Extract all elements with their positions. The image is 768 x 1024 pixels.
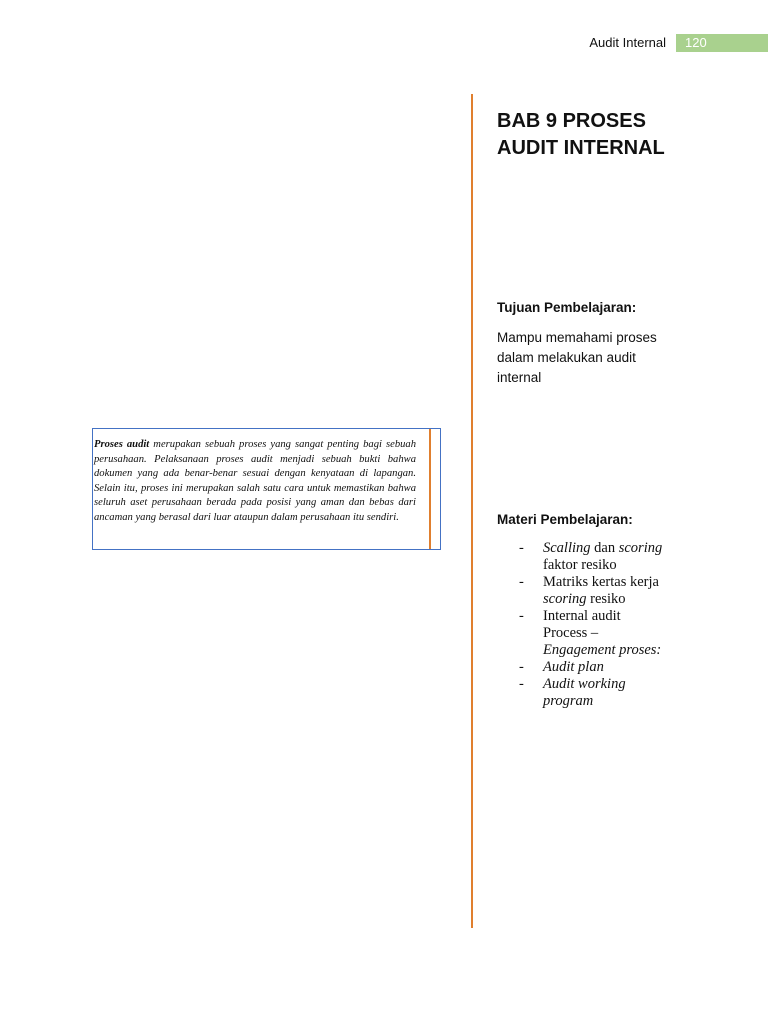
item-text: Audit plan	[543, 659, 604, 675]
objectives-line: dalam melakukan audit	[497, 350, 636, 365]
item-text: faktor resiko	[543, 557, 617, 573]
callout-accent-bar	[429, 429, 431, 549]
list-dash: -	[519, 574, 524, 590]
item-text: Engagement proses:	[543, 642, 662, 658]
item-text: Internal audit	[543, 608, 621, 624]
objectives-text	[497, 328, 697, 388]
list-item	[516, 574, 716, 608]
item-text: Scalling	[543, 540, 591, 556]
list-item	[516, 676, 716, 710]
materials-list	[516, 540, 716, 710]
item-text: scoring	[543, 591, 587, 607]
callout-box	[92, 428, 441, 550]
chapter-title	[497, 108, 737, 162]
item-text: Process –	[543, 625, 599, 641]
chapter-title-line: BAB 9 PROSES	[497, 110, 646, 132]
list-item	[516, 659, 716, 676]
vertical-divider	[471, 94, 473, 928]
item-text: resiko	[586, 591, 626, 607]
chapter-title-line: AUDIT INTERNAL	[497, 137, 665, 159]
page-number: 120	[676, 34, 768, 52]
item-text: scoring	[618, 540, 663, 556]
list-dash: -	[519, 676, 524, 692]
running-header	[0, 34, 768, 54]
list-dash: -	[519, 540, 524, 556]
item-text: Audit working	[543, 676, 626, 692]
objectives-heading: Tujuan Pembelajaran:	[497, 300, 637, 315]
list-dash: -	[519, 659, 524, 675]
list-item	[516, 608, 716, 659]
objectives-line: internal	[497, 370, 542, 385]
list-dash: -	[519, 608, 524, 624]
materials-heading: Materi Pembelajaran:	[497, 512, 633, 527]
objectives-line: Mampu memahami proses	[497, 330, 657, 345]
callout-text	[94, 438, 416, 525]
item-text: program	[543, 693, 594, 709]
item-text: dan	[590, 540, 619, 556]
list-item	[516, 540, 716, 574]
callout-term: Proses audit	[94, 439, 150, 450]
header-title: Audit Internal	[589, 35, 666, 50]
item-text: Matriks kertas kerja	[543, 574, 659, 590]
callout-body: merupakan sebuah proses yang sangat penting bagi sebuah perusahaan. Pelaksanaan proses audit menjadi sebuah bukti bahwa dokumen yang ada benar-benar sesuai dengan kenyataan di lapangan. Selain itu, proses ini merupakan salah satu cara untuk memastikan bahwa seluruh aset perusahaan berada pada posisi yang aman dan bebas dari ancaman yang berasal dari luar ataupun dalam perusahaan itu sendiri.	[94, 439, 417, 523]
